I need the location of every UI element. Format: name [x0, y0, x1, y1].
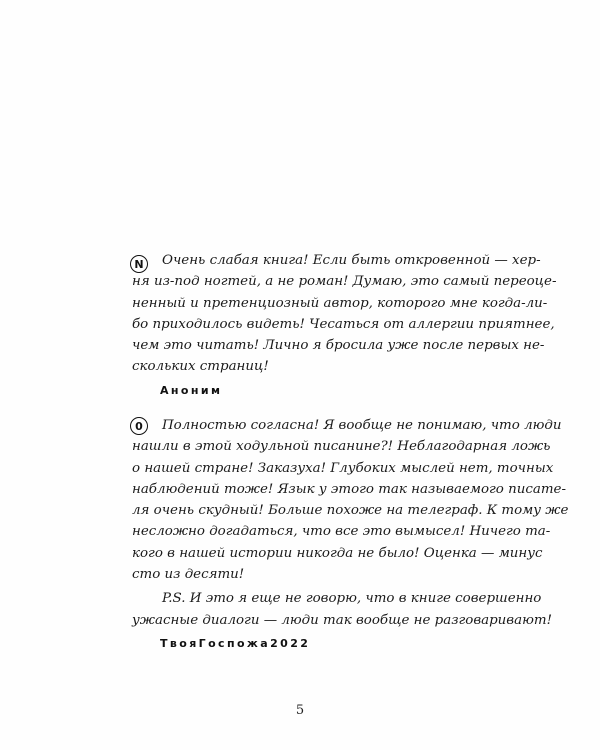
review-line: сто из десяти!	[132, 567, 245, 583]
review-line: ня из-под ногтей, а не роман! Думаю, это самый переоце-	[132, 274, 557, 290]
review-anonymous	[132, 250, 557, 397]
review-author: Аноним	[160, 383, 223, 397]
review-line: скольких страниц!	[132, 359, 269, 375]
review-ps-line: P.S. И это я еще не говорю, что в книге совершенно	[162, 591, 542, 607]
review-line: несложно догадаться, что все это вымысел! Ничего та-	[132, 524, 551, 540]
review-line: наблюдений тоже! Язык у этого так называемого писате-	[132, 481, 566, 497]
review-author: ТвояГоспожа2022	[160, 636, 311, 650]
review-line: кого в нашей истории никогда не было! Оценка — минус	[132, 545, 543, 561]
review-line: о нашей стране! Заказуха! Глубоких мыслей нет, точных	[132, 460, 554, 476]
review-line: чем это читать! Лично я бросила уже после первых не-	[132, 338, 545, 354]
review-text	[132, 250, 557, 378]
page-number: 5	[295, 703, 305, 718]
review-line: бо приходилось видеть! Чесаться от аллергии приятнее,	[132, 316, 555, 332]
review-ps-line: ужасные диалоги — люди так вообще не разговаривают!	[132, 612, 552, 628]
review-line: ля очень скудный! Больше похоже на телеграф. К тому же	[132, 503, 569, 519]
reviewer-badge-icon: N	[130, 255, 148, 273]
review-tvoyagospozha	[132, 415, 569, 650]
review-line: ненный и претенциозный автор, которого мне когда-ли-	[132, 295, 548, 311]
review-line: Полностью согласна! Я вообще не понимаю, что люди	[162, 418, 562, 433]
review-text	[132, 415, 569, 631]
review-line: нашли в этой ходульной писанине?! Неблагодарная ложь	[132, 439, 551, 455]
review-line: Очень слабая книга! Если быть откровенной — хер-	[162, 253, 541, 268]
reviewer-badge-icon: 0	[130, 417, 148, 435]
